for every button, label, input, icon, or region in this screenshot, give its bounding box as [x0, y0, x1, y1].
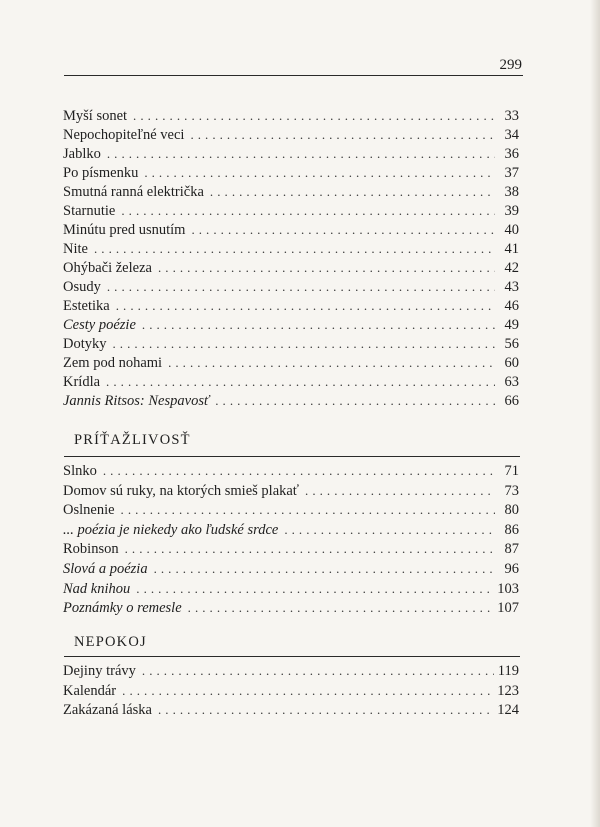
toc-entry	[63, 581, 519, 600]
toc-entry	[63, 502, 519, 521]
toc-entry-title: Myší sonet	[63, 108, 128, 124]
toc-entry-page: 40	[504, 222, 519, 238]
toc-entry	[63, 241, 519, 260]
dot-leader	[113, 336, 496, 352]
toc-entry-title: Jablko	[63, 146, 101, 162]
toc-entry-page: 66	[504, 393, 519, 409]
toc-entry-page: 33	[504, 108, 519, 124]
toc-entry	[63, 317, 519, 336]
toc-entry	[63, 260, 519, 279]
toc-entry	[63, 541, 519, 560]
toc-entry-page: 56	[504, 336, 519, 352]
toc-entry	[63, 336, 519, 355]
toc-entry-title: Oslnenie	[63, 502, 115, 519]
toc-entry-title: Estetika	[63, 298, 110, 314]
toc-entry	[63, 146, 519, 165]
toc-entry	[63, 463, 519, 482]
dot-leader	[305, 483, 495, 499]
dot-leader	[190, 127, 495, 143]
toc-entry-page: 60	[504, 355, 519, 371]
toc-entry-title: Cesty poézie	[63, 317, 136, 333]
toc-entry-title: Zakázaná láska	[63, 702, 152, 718]
toc-entry-title: Slová a poézia	[63, 561, 148, 577]
toc-entry-page: 87	[504, 541, 519, 558]
dot-leader	[191, 222, 495, 238]
toc-entry-title: Smutná ranná električka	[63, 184, 204, 200]
toc-entry	[63, 393, 519, 412]
dot-leader	[215, 393, 495, 409]
toc-entry-title: Robinson	[63, 541, 119, 558]
section-rule	[64, 456, 520, 457]
toc-entry-title: Jannis Ritsos: Nespavosť	[63, 393, 210, 409]
section-heading: NEPOKOJ	[74, 634, 147, 650]
dot-leader	[154, 561, 495, 577]
toc-entry-title: Nepochopiteľné veci	[63, 127, 185, 143]
toc-entry	[63, 600, 519, 619]
toc-entry	[63, 561, 519, 580]
section-rule	[64, 656, 520, 657]
toc-entry	[63, 663, 519, 682]
toc-entry	[63, 702, 519, 721]
toc-entry-title: ... poézia je niekedy ako ľudské srdce	[63, 521, 279, 538]
toc-entry	[63, 184, 519, 203]
dot-leader	[125, 541, 495, 557]
dot-leader	[158, 702, 493, 718]
toc-entry-page: 42	[504, 260, 519, 276]
toc-entry-page: 71	[504, 463, 519, 479]
dot-leader	[142, 317, 495, 333]
toc-entry-title: Krídla	[63, 374, 101, 390]
toc-entry-page: 107	[497, 600, 519, 617]
toc-entry-title: Ohýbači železa	[63, 260, 152, 276]
toc-entry-page: 63	[504, 374, 519, 390]
toc-entry-title: Poznámky o remesle	[63, 600, 182, 617]
dot-leader	[116, 298, 495, 314]
toc-entry	[63, 222, 519, 241]
toc-entry-page: 43	[504, 279, 519, 295]
toc-entry-page: 36	[504, 146, 519, 162]
toc-entry	[63, 165, 519, 184]
dot-leader	[133, 108, 495, 124]
toc-entry-page: 123	[497, 682, 519, 699]
toc-entry-page: 119	[497, 663, 519, 679]
header-rule	[64, 75, 523, 76]
dot-leader	[158, 260, 495, 276]
toc-entry-page: 41	[504, 241, 519, 257]
toc-entry-title: Po písmenku	[63, 165, 139, 181]
dot-leader	[121, 203, 495, 219]
toc-entry	[63, 483, 519, 502]
toc-entry-title: Nad knihou	[63, 580, 131, 597]
dot-leader	[106, 374, 495, 390]
toc-entry	[63, 355, 519, 374]
toc-entry-title: Minútu pred usnutím	[63, 222, 186, 238]
toc-entry-page: 49	[504, 317, 519, 333]
toc-entry-page: 124	[497, 702, 519, 718]
page-number: 299	[499, 57, 522, 73]
toc-entry	[63, 127, 519, 146]
toc-entry	[63, 683, 519, 702]
dot-leader	[107, 146, 495, 162]
toc-entry-page: 73	[504, 482, 519, 499]
toc-entry	[63, 279, 519, 298]
dot-leader	[136, 581, 493, 597]
toc-entry	[63, 203, 519, 222]
toc-entry-page: 103	[497, 580, 519, 597]
toc-entry-page: 37	[504, 165, 519, 181]
dot-leader	[107, 279, 495, 295]
toc-entry-title: Zem pod nohami	[63, 355, 163, 371]
dot-leader	[122, 683, 493, 699]
dot-leader	[121, 502, 495, 518]
dot-leader	[144, 165, 495, 181]
toc-entry	[63, 108, 519, 127]
toc-entry-title: Dotyky	[63, 336, 107, 352]
dot-leader	[168, 355, 495, 371]
toc-entry-title: Slnko	[63, 463, 97, 479]
toc-entry-page: 34	[504, 127, 519, 143]
dot-leader	[188, 600, 494, 616]
toc-entry-title: Starnutie	[63, 203, 116, 219]
toc-entry-title: Osudy	[63, 279, 101, 295]
dot-leader	[94, 241, 495, 257]
dot-leader	[210, 184, 495, 200]
section-heading: PRÍŤAŽLIVOSŤ	[74, 432, 191, 448]
dot-leader	[142, 663, 494, 679]
toc-entry-title: Dejiny trávy	[63, 663, 136, 679]
dot-leader	[284, 522, 495, 538]
toc-entry	[63, 298, 519, 317]
toc-entry-page: 46	[504, 298, 519, 314]
page-edge	[590, 0, 600, 827]
toc-entry-page: 80	[504, 502, 519, 519]
toc-entry-title: Kalendár	[63, 682, 117, 699]
toc-entry-page: 86	[504, 521, 519, 538]
toc-entry-page: 96	[504, 561, 519, 577]
toc-entry-title: Domov sú ruky, na ktorých smieš plakať	[63, 482, 300, 499]
toc-entry	[63, 374, 519, 393]
toc-entry-page: 39	[504, 203, 519, 219]
toc-entry	[63, 522, 519, 541]
toc-entry-page: 38	[504, 184, 519, 200]
toc-entry-title: Nite	[63, 241, 88, 257]
dot-leader	[103, 463, 495, 479]
